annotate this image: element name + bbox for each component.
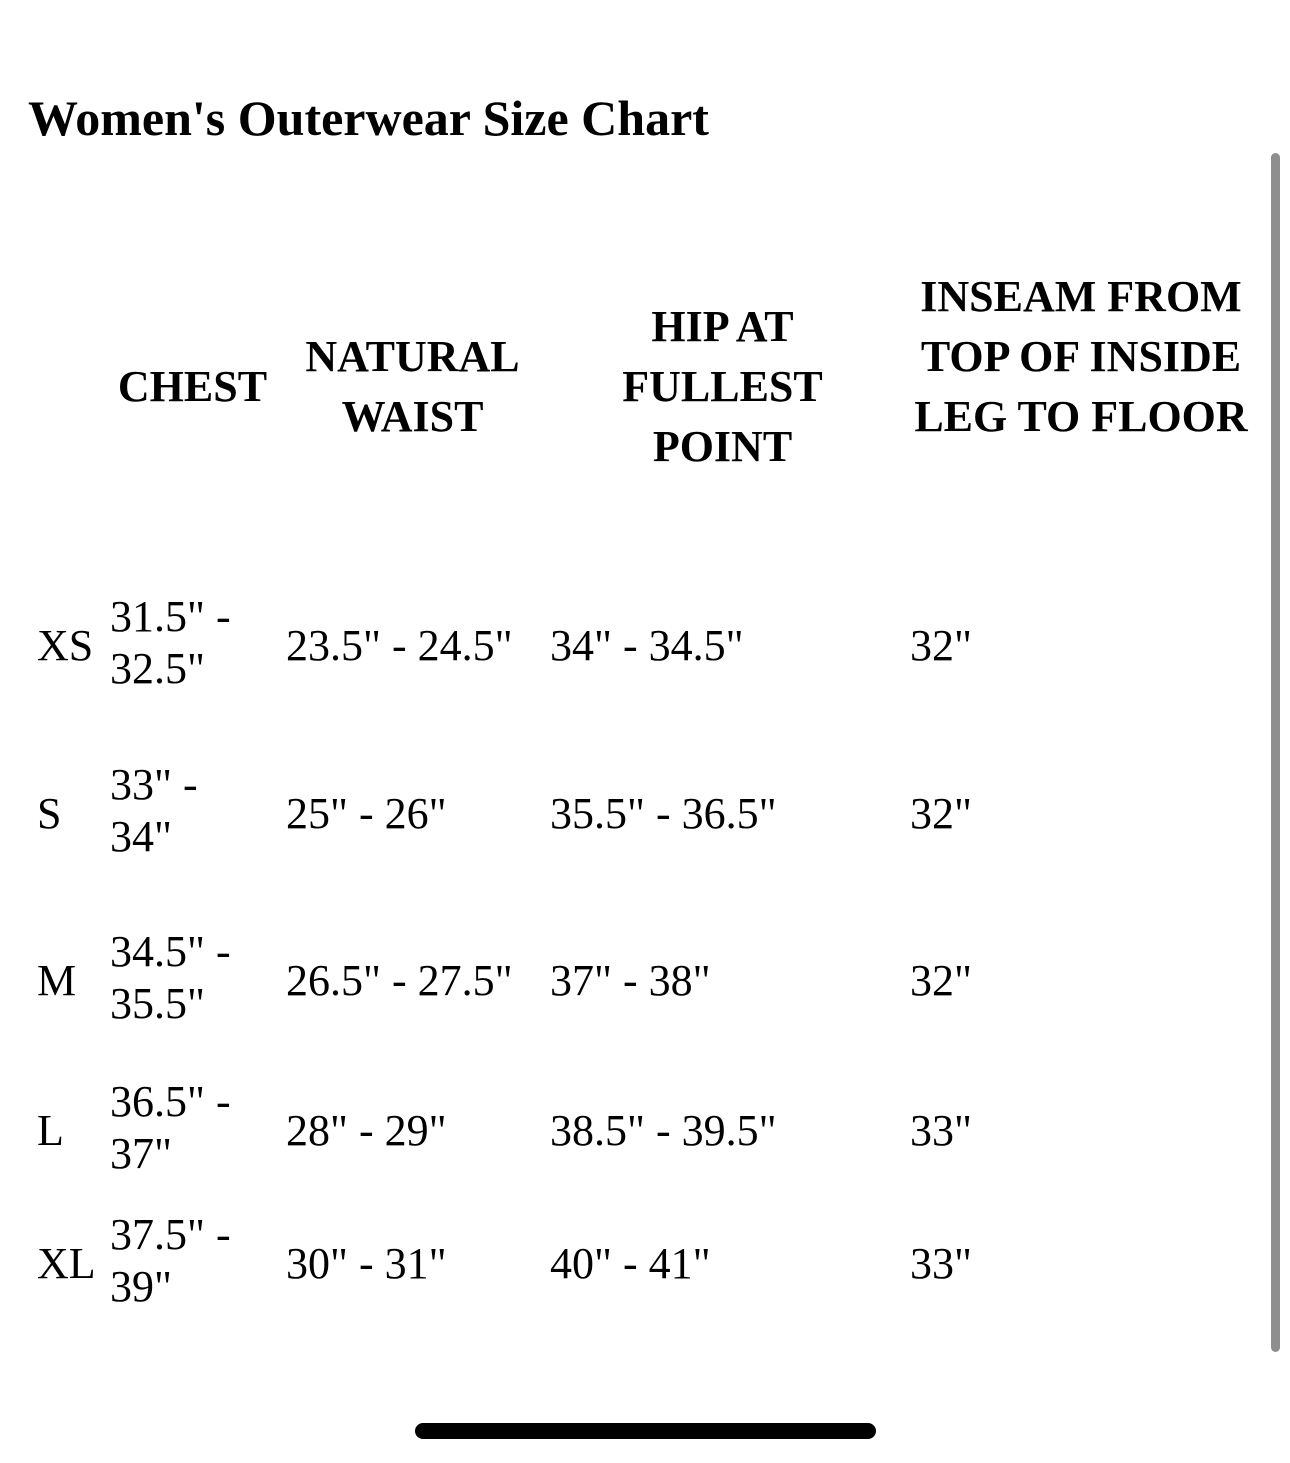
header-waist: NATURAL WAIST	[305, 332, 520, 441]
header-chest: CHEST	[117, 362, 268, 411]
home-indicator[interactable]	[415, 1423, 876, 1439]
waist-cell: 28" - 29"	[286, 1106, 447, 1155]
inseam-cell: 33"	[910, 1106, 972, 1155]
chest-cell: 31.5" - 32.5"	[110, 592, 231, 693]
waist-cell: 30" - 31"	[286, 1239, 447, 1288]
inseam-cell: 32"	[910, 956, 972, 1005]
chest-cell: 36.5" - 37"	[110, 1077, 231, 1178]
page-title: Women's Outerwear Size Chart	[28, 90, 709, 146]
size-cell: M	[37, 956, 77, 1005]
waist-cell: 23.5" - 24.5"	[286, 621, 513, 670]
chest-cell: 37.5" - 39"	[110, 1210, 231, 1311]
hip-cell: 34" - 34.5"	[550, 621, 744, 670]
hip-cell: 37" - 38"	[550, 956, 711, 1005]
scrollbar[interactable]	[1271, 153, 1280, 1352]
chest-cell: 33" - 34"	[110, 760, 198, 861]
waist-cell: 25" - 26"	[286, 789, 447, 838]
header-inseam: INSEAM FROM TOP OF INSIDE LEG TO FLOOR	[914, 272, 1248, 441]
hip-cell: 35.5" - 36.5"	[550, 789, 777, 838]
size-cell: XL	[37, 1239, 96, 1288]
hip-cell: 38.5" - 39.5"	[550, 1106, 777, 1155]
waist-cell: 26.5" - 27.5"	[286, 956, 513, 1005]
size-cell: L	[37, 1106, 64, 1155]
inseam-cell: 32"	[910, 789, 972, 838]
size-cell: XS	[37, 621, 94, 670]
chest-cell: 34.5" - 35.5"	[110, 927, 231, 1028]
inseam-cell: 33"	[910, 1239, 972, 1288]
inseam-cell: 32"	[910, 621, 972, 670]
header-hip: HIP AT FULLEST POINT	[622, 302, 823, 471]
hip-cell: 40" - 41"	[550, 1239, 711, 1288]
size-cell: S	[37, 789, 62, 838]
